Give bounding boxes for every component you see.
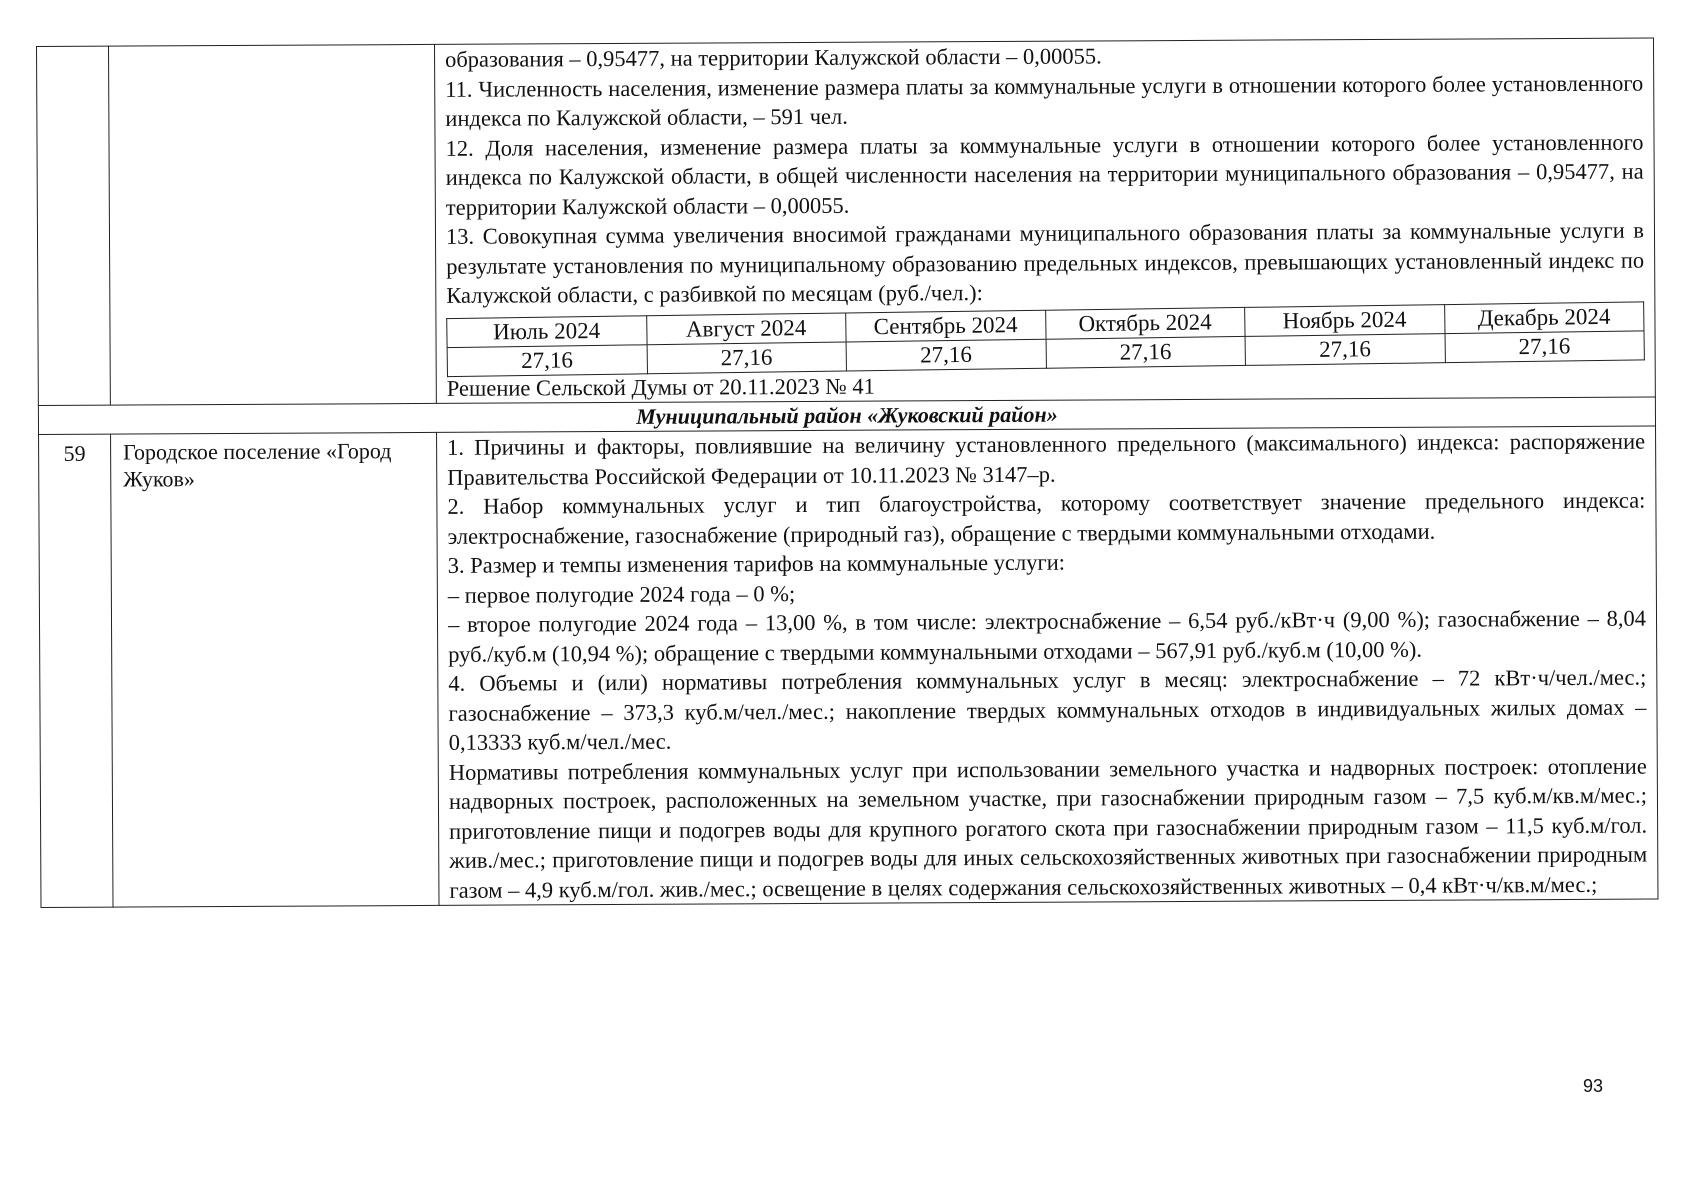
month-header: Декабрь 2024: [1444, 301, 1644, 333]
decision-line: Решение Сельской Думы от 20.11.2023 № 41: [446, 373, 875, 401]
name-cell-empty: [109, 44, 437, 405]
text-paragraph-11: 11. Численность населения, изменение размера платы за коммунальные услуги в отношении которого более установленного индекса по Калужской области, – 591 чел.: [445, 70, 1644, 131]
text-line-first-half: – первое полугодие 2024 года – 0 %;: [447, 580, 796, 608]
text-paragraph-1: 1. Причины и факторы, повлиявшие на величину установленного предельного (максимального) индекса: распоряжение Правительства Российской Федерации от 10.11.2023 № 3147–р.: [447, 428, 1646, 490]
row-59-text-cell: [437, 426, 1658, 905]
text-paragraph-3: 3. Размер и темпы изменения тарифов на коммунальные услуги:: [447, 549, 1066, 578]
document-table: [36, 38, 1658, 908]
text-paragraph-4: 4. Объемы и (или) нормативы потребления коммунальных услуг в месяц: электроснабжение – 72 кВт·ч/чел./мес.; газоснабжение – 373,3 куб.м/чел./мес.; накопление твердых коммунальных отходов в индивидуальных жилых домах – 0,13333 куб.м/чел./мес.: [448, 664, 1647, 755]
continued-row: [37, 38, 1656, 405]
page-number: 93: [1582, 1076, 1603, 1096]
month-value: 27,16: [447, 344, 647, 376]
month-header: Ноябрь 2024: [1245, 304, 1445, 336]
text-line: образования – 0,95477, на территории Калужской области – 0,00055.: [445, 43, 1102, 72]
month-header: Сентябрь 2024: [846, 310, 1046, 342]
month-value: 27,16: [647, 342, 847, 374]
month-value: 27,16: [1046, 336, 1246, 368]
row-number: 59: [39, 434, 113, 907]
month-value: 27,16: [1445, 330, 1645, 362]
municipality-name: Городское поселение «Город Жуков»: [111, 432, 439, 907]
text-paragraph-norms: Нормативы потребления коммунальных услуг при использовании земельного участка и надворных построек: отопление надворных построек, расположенных на земельном участке, при газоснабжении природным газом – 7,5 куб.м/кв.м/мес.; приготовление пищи и подогрев воды для крупного рогатого скота при газоснабжении природным газом – 11,5 куб.м/гол. жив./мес.; приготовление пищи и подогрев воды для иных сельскохозяйственных животных при газоснабжении природным газом – 4,9 куб.м/гол. жив./мес.; освещение в целях содержания сельскохозяйственных животных – 0,4 кВт·ч/кв.м/мес.;: [448, 753, 1648, 903]
number-cell-empty: [37, 46, 111, 405]
month-header: Июль 2024: [447, 315, 647, 347]
text-line-second-half: – второе полугодие 2024 года – 13,00 %, в том числе: электроснабжение – 6,54 руб./кВт·ч (9,00 %); газоснабжение – 8,04 руб./куб.м (10,94 %); обращение с твердыми коммунальными отходами – 567,91 руб./куб.м (10,00 %).: [447, 605, 1647, 667]
rayon-heading: Муниципальный район «Жуковский район»: [38, 397, 1655, 434]
month-header: Август 2024: [646, 313, 846, 345]
month-value: 27,16: [846, 339, 1046, 371]
text-paragraph-12: 12. Доля населения, изменение размера платы за коммунальные услуги в отношении которого более установленного индекса по Калужской области, в общей численности населения на территории муниципального образования – 0,95477, на территории Калужской области – 0,00055.: [445, 129, 1644, 220]
monthly-amounts-table: [446, 301, 1645, 377]
row-59: [39, 426, 1658, 907]
continued-text-cell: [434, 38, 1655, 403]
month-header: Октябрь 2024: [1045, 307, 1245, 339]
text-paragraph-2: 2. Набор коммунальных услуг и тип благоустройства, которому соответствует значение предельного индекса: электроснабжение, газоснабжение (природный газ), обращение с твердыми коммунальными отходами.: [447, 487, 1646, 549]
month-value: 27,16: [1245, 333, 1445, 365]
text-paragraph-13: 13. Совокупная сумма увеличения вносимой гражданами муниципального образования платы за коммунальные услуги в результате установления по муниципальному образованию предельных индексов, превышающих установленный индекс по Калужской области, с разбивкой по месяцам (руб./чел.):: [445, 217, 1645, 308]
